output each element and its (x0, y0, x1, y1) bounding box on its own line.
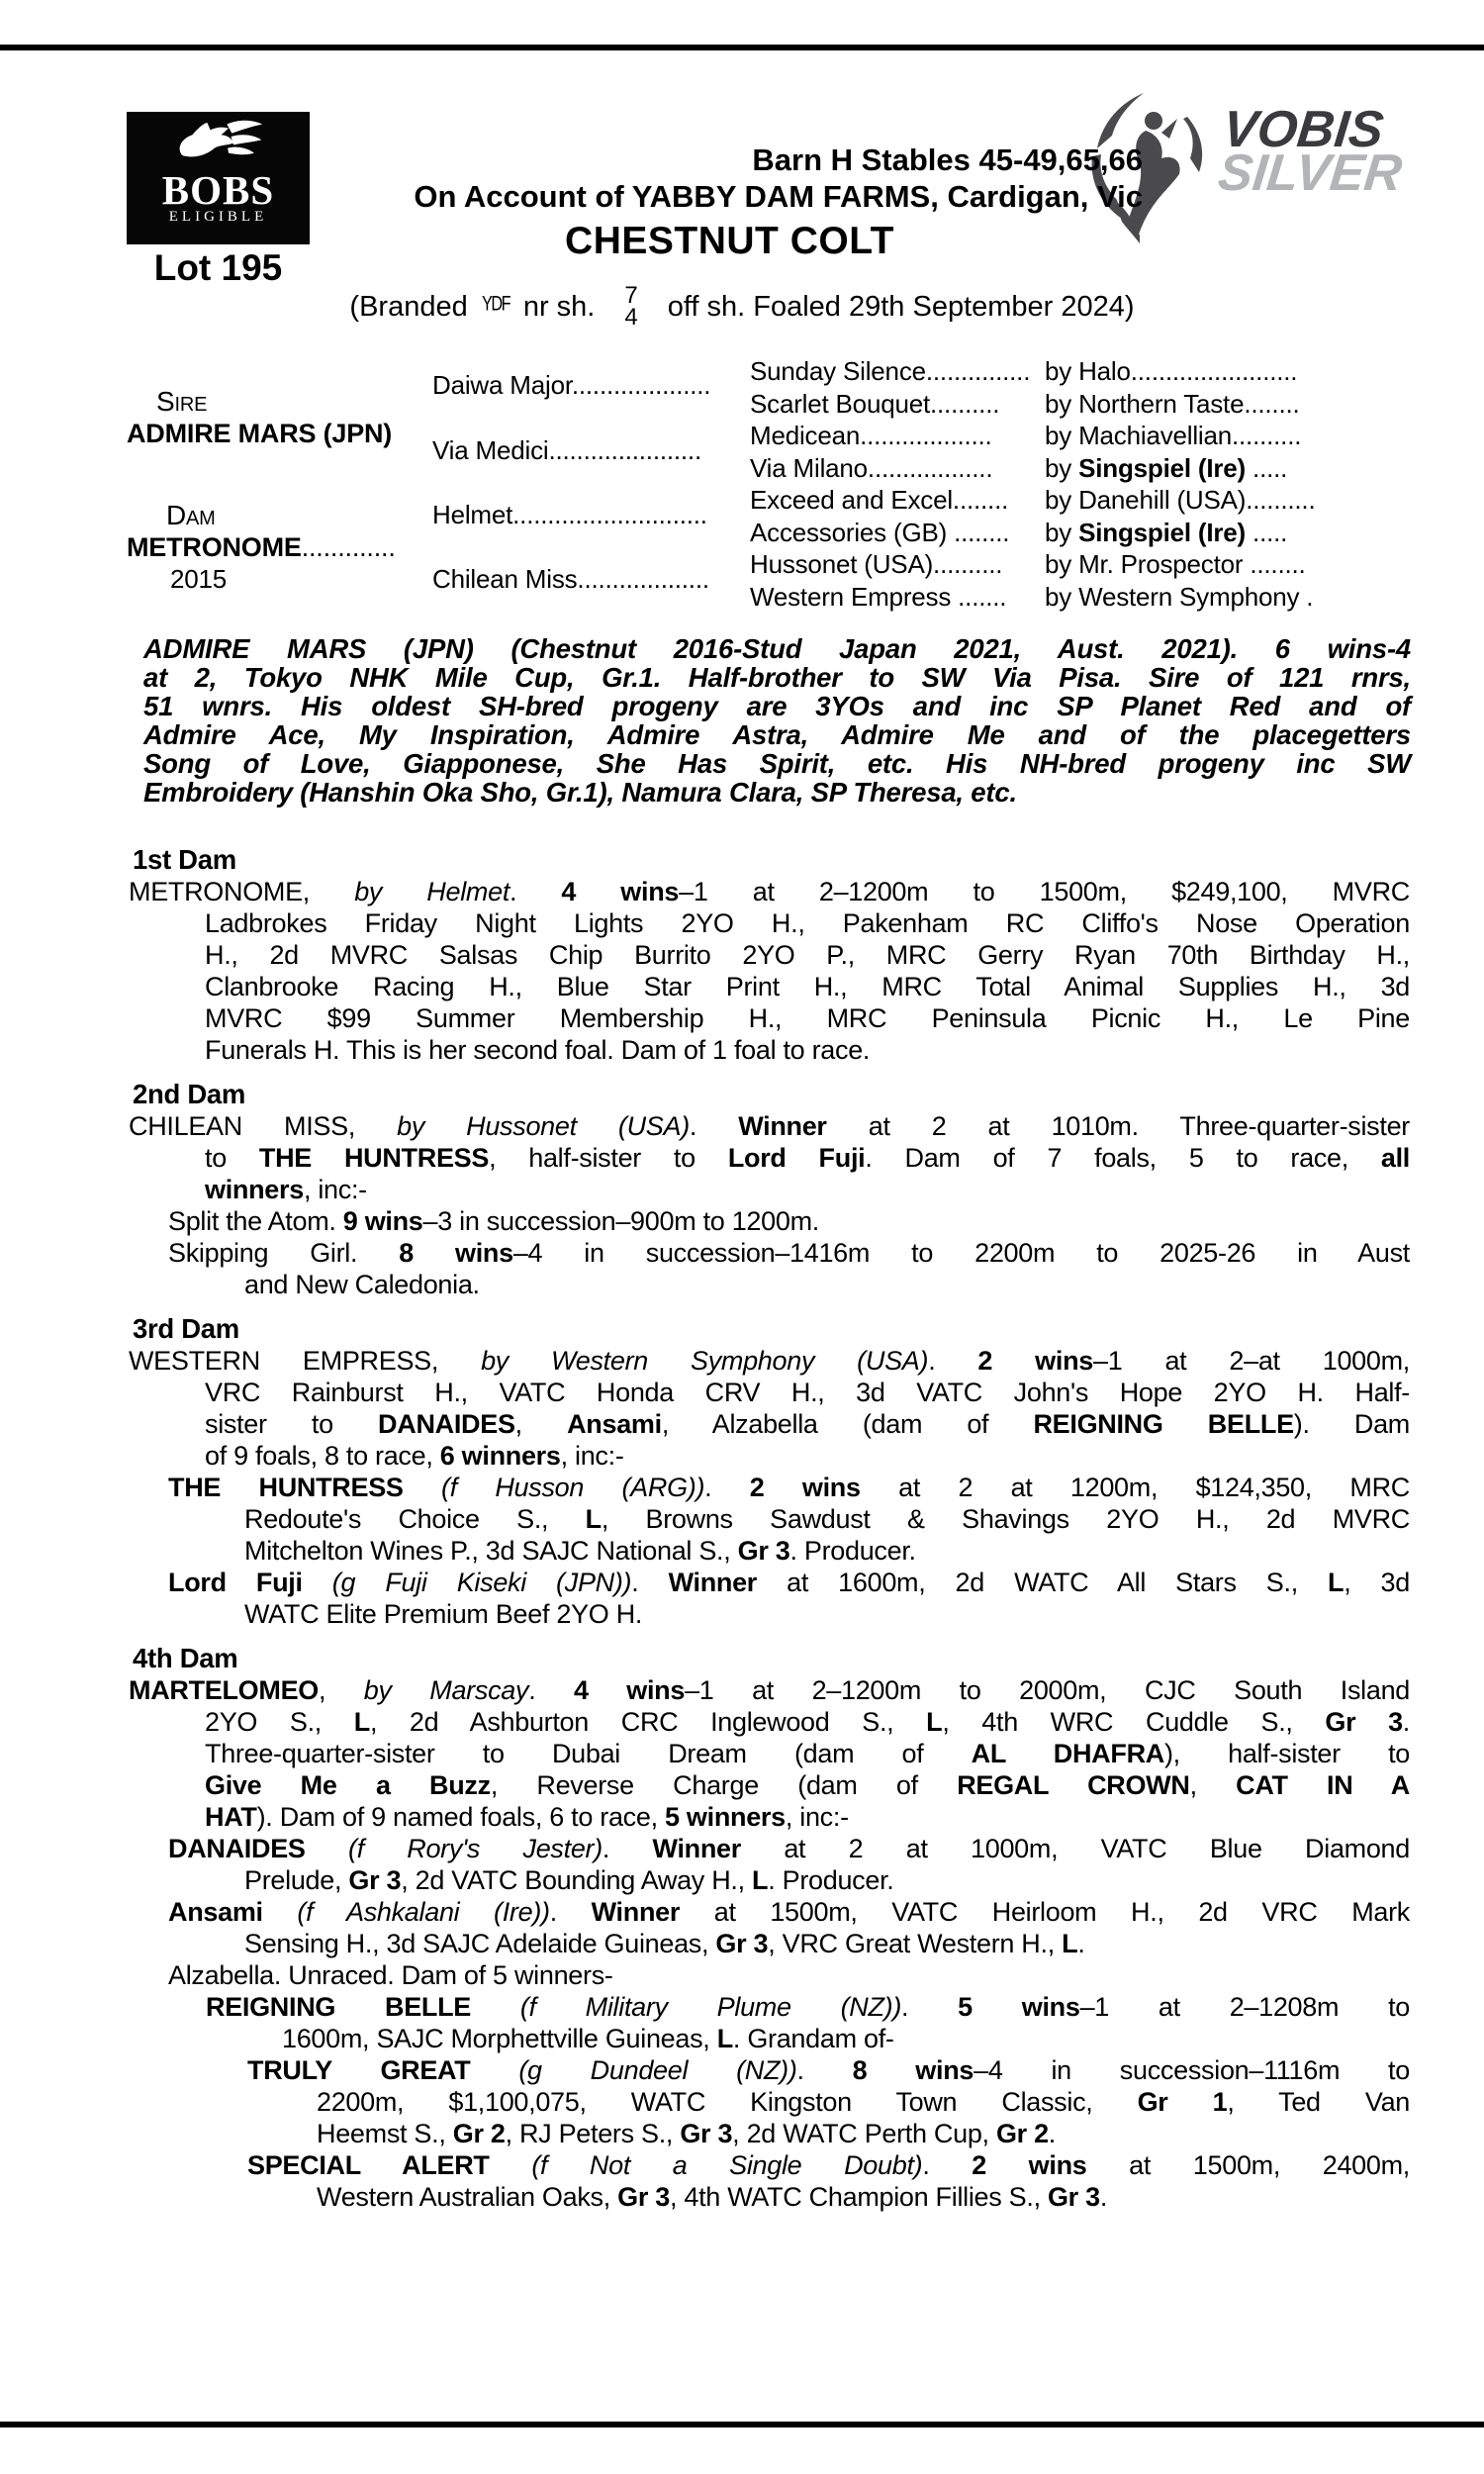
gen3-by: by Machiavellian.......... (1045, 421, 1302, 450)
gen2-item: Chilean Miss................... (432, 564, 709, 594)
text-line: 2YO S., L, 2d Ashburton CRC Inglewood S., L, 4th WRC Cuddle S., Gr 3. (205, 1707, 1410, 1737)
text-line: Split the Atom. 9 wins–3 in succession–900m to 1200m. (168, 1206, 819, 1236)
text-line: Alzabella. Unraced. Dam of 5 winners- (168, 1960, 613, 1990)
text-line: VRC Rainburst H., VATC Honda CRV H., 3d VATC John's Hope 2YO H. Half- (205, 1378, 1410, 1407)
text-line: Redoute's Choice S., L, Browns Sawdust & Shavings 2YO H., 2d MVRC (244, 1504, 1410, 1534)
text-line: winners, inc:- (205, 1175, 367, 1204)
gen3-name: Medicean................... (750, 421, 992, 450)
text-line: Sensing H., 3d SAJC Adelaide Guineas, Gr 3, VRC Great Western H., L. (244, 1929, 1085, 1958)
sire-label: Sire (156, 386, 208, 417)
text-line: Ansami (f Ashkalani (Ire)). Winner at 1500m, VATC Heirloom H., 2d VRC Mark (168, 1897, 1411, 1927)
text-line: Prelude, Gr 3, 2d VATC Bounding Away H., L. Producer. (244, 1865, 894, 1895)
gen2-item: Via Medici...................... (432, 435, 701, 465)
branded-pre: (Branded (349, 290, 476, 323)
text-line: of 9 foals, 8 to race, 6 winners, inc:- (205, 1441, 624, 1471)
text-line: 1600m, SAJC Morphettville Guineas, L. Grandam of- (282, 2024, 894, 2053)
text-line: DANAIDES (f Rory's Jester). Winner at 2 at 1000m, VATC Blue Diamond (168, 1834, 1410, 1863)
account-line: On Account of YABBY DAM FARMS, Cardigan, Vic (414, 179, 1143, 214)
section-3rd-dam (129, 1313, 1410, 1630)
text-line: METRONOME, by Helmet. 4 wins–1 at 2–1200m to 1500m, $249,100, MVRC (129, 877, 1410, 906)
gen3-by: by Halo........................ (1045, 356, 1298, 386)
dam-label: Dam (166, 500, 216, 530)
gen3-name: Exceed and Excel........ (750, 485, 1009, 515)
text-line: MARTELOMEO, by Marscay. 4 wins–1 at 2–1200m to 2000m, CJC South Island (129, 1675, 1411, 1705)
gen3-by: by Singspiel (Ire) ..... (1045, 518, 1288, 547)
silver-word: SILVER (1215, 144, 1405, 202)
text-line: Lord Fuji (g Fuji Kiseki (JPN)). Winner at 1600m, 2d WATC All Stars S., L, 3d (168, 1568, 1410, 1597)
text-line: Skipping Girl. 8 wins–4 in succession–1416m to 2200m to 2025-26 in Aust (168, 1238, 1410, 1268)
dam-name-dots: ............. (301, 532, 396, 562)
section-body (129, 1674, 1410, 2213)
text-line: Three-quarter-sister to Dubai Dream (dam of AL DHAFRA), half-sister to (205, 1739, 1410, 1768)
gen3-name: Hussonet (USA).......... (750, 549, 1003, 579)
gen3-by: by Danehill (USA).......... (1045, 485, 1316, 515)
text-line: HAT). Dam of 9 named foals, 6 to race, 5 winners, inc:- (205, 1802, 849, 1832)
section-heading: 4th Dam (133, 1643, 238, 1673)
text-line: Clanbrooke Racing H., Blue Star Print H., MRC Total Animal Supplies H., 3d (205, 972, 1410, 1001)
gen3-by: by Western Symphony . (1045, 582, 1314, 612)
gen2-item: Daiwa Major.................... (432, 370, 711, 400)
lot-number: Lot 195 (153, 247, 283, 288)
branded-post: off sh. Foaled 29th September 2024) (667, 290, 1135, 323)
text-line: 2200m, $1,100,075, WATC Kingston Town Classic, Gr 1, Ted Van (317, 2087, 1411, 2117)
brand-fraction (624, 282, 638, 331)
sire-summary (143, 634, 1411, 807)
section-heading: 2nd Dam (133, 1079, 246, 1109)
text-line: THE HUNTRESS (f Husson (ARG)). 2 wins at 2 at 1200m, $124,350, MRC (168, 1473, 1410, 1502)
vobis-wordmark (1215, 101, 1408, 202)
text-line: Give Me a Buzz, Reverse Charge (dam of REGAL CROWN, CAT IN A (205, 1770, 1411, 1800)
gen2-item: Helmet............................ (432, 500, 707, 529)
text-line: Embroidery (Hanshin Oka Sho, Gr.1), Namura Clara, SP Theresa, etc. (143, 777, 1017, 808)
vobis-word: VOBIS (1220, 101, 1387, 158)
sire-name: ADMIRE MARS (JPN) (127, 419, 393, 448)
text-line: at 2, Tokyo NHK Mile Cup, Gr.1. Half-brother to SW Via Pisa. Sire of 121 rnrs, (143, 662, 1411, 693)
section-2nd-dam (129, 1079, 1410, 1300)
page-title: CHESTNUT COLT (565, 220, 894, 262)
section-body (129, 876, 1410, 1066)
bobs-eligible-label: ELIGIBLE (168, 209, 268, 225)
dam-year: 2015 (170, 564, 228, 594)
text-line: Funerals H. This is her second foal. Dam of 1 foal to race. (205, 1035, 871, 1065)
section-1st-dam (129, 844, 1410, 1066)
text-line: REIGNING BELLE (f Military Plume (NZ)). 5 wins–1 at 2–1208m to (206, 1992, 1410, 2022)
gen3-by: by Northern Taste........ (1045, 389, 1300, 419)
text-line: WESTERN EMPRESS, by Western Symphony (USA). 2 wins–1 at 2–at 1000m, (129, 1346, 1411, 1376)
barn-line: Barn H Stables 45-49,65,66 (752, 143, 1143, 177)
dam-name-text: METRONOME (127, 532, 302, 562)
text-line: 51 wnrs. His oldest SH-bred progeny are 3YOs and inc SP Planet Red and of (143, 691, 1411, 721)
bottom-rule (0, 2422, 1484, 2427)
branded-mid: nr sh. (514, 290, 596, 323)
bobs-horse-head-icon (169, 117, 268, 166)
text-line: Song of Love, Giapponese, She Has Spirit, etc. His NH-bred progeny inc SW (143, 748, 1411, 779)
gen3-name: Sunday Silence............... (750, 356, 1031, 386)
gen3-by: by Mr. Prospector ........ (1045, 549, 1306, 579)
brand-mark: YDF (481, 291, 510, 316)
text-line: Heemst S., Gr 2, RJ Peters S., Gr 3, 2d WATC Perth Cup, Gr 2. (317, 2119, 1056, 2148)
gen3-name: Western Empress ....... (750, 582, 1007, 612)
text-line: to THE HUNTRESS, half-sister to Lord Fuji. Dam of 7 foals, 5 to race, all (205, 1143, 1411, 1173)
section-heading: 1st Dam (133, 844, 236, 875)
branded-line (0, 275, 1484, 338)
section-4th-dam (129, 1643, 1410, 2213)
gen3-name: Accessories (GB) ........ (750, 518, 1010, 547)
text-line: CHILEAN MISS, by Hussonet (USA). Winner at 2 at 1010m. Three-quarter-sister (129, 1111, 1410, 1141)
text-line: ADMIRE MARS (JPN) (Chestnut 2016-Stud Japan 2021, Aust. 2021). 6 wins-4 (143, 633, 1411, 664)
text-line: H., 2d MVRC Salsas Chip Burrito 2YO P., MRC Gerry Ryan 70th Birthday H., (205, 940, 1410, 970)
text-line: MVRC $99 Summer Membership H., MRC Peninsula Picnic H., Le Pine (205, 1003, 1410, 1033)
gen3-name: Scarlet Bouquet.......... (750, 389, 1000, 419)
gen3-by: by Singspiel (Ire) ..... (1045, 453, 1288, 483)
dam-name (127, 532, 463, 563)
gen3-name: Via Milano.................. (750, 453, 993, 483)
text-line: Western Australian Oaks, Gr 3, 4th WATC Champion Fillies S., Gr 3. (317, 2182, 1108, 2212)
bobs-wordmark: BOBS (161, 167, 275, 213)
brand-fraction-top: 7 (624, 282, 638, 309)
brand-fraction-bottom: 4 (624, 304, 638, 331)
text-line: WATC Elite Premium Beef 2YO H. (244, 1599, 643, 1629)
section-body (129, 1110, 1410, 1300)
section-heading: 3rd Dam (133, 1313, 239, 1344)
text-line: SPECIAL ALERT (f Not a Single Doubt). 2 wins at 1500m, 2400m, (247, 2150, 1411, 2180)
text-line: and New Caledonia. (244, 1270, 480, 1299)
text-line: Mitchelton Wines P., 3d SAJC National S., Gr 3. Producer. (244, 1536, 916, 1566)
text-line: TRULY GREAT (g Dundeel (NZ)). 8 wins–4 in succession–1116m to (247, 2055, 1410, 2085)
text-line: sister to DANAIDES, Ansami, Alzabella (dam of REIGNING BELLE). Dam (205, 1409, 1411, 1439)
pedigree-details (129, 844, 1410, 2213)
top-rule (0, 45, 1484, 50)
text-line: Admire Ace, My Inspiration, Admire Astra, Admire Me and of the placegetters (143, 719, 1411, 750)
section-body (129, 1345, 1410, 1630)
text-line: Ladbrokes Friday Night Lights 2YO H., Pakenham RC Cliffo's Nose Operation (205, 908, 1410, 938)
